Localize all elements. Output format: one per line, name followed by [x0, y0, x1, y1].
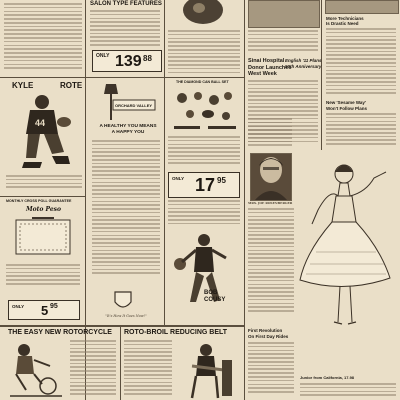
bob-line1: BOB	[204, 290, 218, 296]
lamp-sign-text: ORCHARD VALLEY	[115, 103, 153, 108]
first-rev-text	[248, 342, 294, 398]
diamond-price-cents: 95	[217, 176, 226, 185]
portrait-caption: MRS. JOE ROSENBERGER	[248, 201, 293, 205]
salon-heading: SALON TYPE FEATURES	[90, 1, 162, 7]
column-rule	[244, 0, 245, 400]
woman-portrait-photo	[250, 153, 292, 201]
hair-dryer-illustration	[172, 0, 234, 28]
sinai-line1: Sinai Hospital	[248, 58, 285, 64]
section-rule	[164, 77, 245, 78]
section-rule	[0, 196, 86, 197]
kyle-name-right: ROTE	[60, 81, 83, 90]
rotorcycle-text	[70, 340, 116, 398]
first-rev-line2: On First Day Rides	[248, 333, 289, 339]
football-player-illustration	[12, 92, 78, 172]
column-rule	[164, 0, 165, 325]
diamond-heading: THE DIAMOND CAN BALL SET	[176, 80, 229, 84]
bob-cousy-text	[168, 200, 240, 230]
lamp-post-illustration	[96, 80, 156, 120]
first-rev-line1: First Revolution	[248, 328, 283, 333]
bob-name	[204, 290, 225, 304]
picnic-price: 5	[41, 303, 49, 318]
english-line1: English '11 Plans	[285, 58, 322, 63]
section-rule	[0, 325, 245, 327]
seal-icon	[112, 290, 134, 312]
picnic-script: Moto Peso	[26, 206, 62, 213]
more-technicians-line2: Is Drastic Need	[326, 21, 359, 26]
salon-price-cents: 88	[143, 54, 152, 63]
column-rule	[120, 327, 121, 400]
news-text	[248, 30, 318, 54]
picnic-text	[6, 264, 80, 290]
diamond-price: 17	[195, 175, 216, 195]
picnic-chest-illustration	[10, 214, 76, 260]
english-heading	[285, 58, 322, 69]
happy-line2: A HAPPY YOU	[111, 130, 145, 135]
fashion-text	[300, 383, 396, 399]
diamond-text	[168, 136, 240, 168]
more-technicians-text	[326, 28, 396, 98]
picnic-price-box: ONLY 5 95	[8, 300, 80, 320]
picnic-heading: MONTHLY CROSS POLL GUARANTEE	[6, 199, 72, 203]
first-rev-heading	[248, 328, 288, 339]
roto-broil-text	[124, 340, 172, 398]
sesame-heading	[326, 100, 367, 111]
more-technicians-heading	[326, 16, 364, 26]
top-left-article-text	[4, 3, 82, 73]
jersey-number: 44	[35, 118, 46, 128]
portrait-article-text	[248, 208, 294, 318]
news-photo	[248, 0, 320, 28]
ball-set-illustration	[168, 86, 242, 134]
sinai-line3: West Week	[248, 71, 277, 77]
salon-price-box: ONLY 139 88	[92, 50, 162, 72]
column-rule	[321, 0, 322, 150]
sesame-line2: Won't Follow Plans	[326, 105, 367, 111]
bob-line2: COUSY	[204, 297, 226, 303]
happy-article-text	[92, 140, 160, 280]
more-technicians-line1: More Technicians	[326, 16, 364, 21]
fashion-dress-illustration	[296, 152, 398, 340]
sinai-line2: Donor Launches	[248, 64, 292, 71]
news-photo	[325, 0, 399, 14]
diamond-price-box: ONLY 17 95	[168, 172, 240, 198]
salon-price: 139	[115, 53, 142, 70]
english-line2: 50th Anniversary	[285, 63, 322, 69]
sesame-line1: New 'Sesame Way'	[326, 100, 366, 105]
rotorcycle-woman-illustration	[6, 340, 66, 400]
happy-heading	[96, 124, 160, 136]
salon-features-list	[90, 10, 160, 48]
quote-text: "It's How It Goes Now!"	[105, 314, 147, 318]
salon-ad-text	[168, 30, 240, 74]
picnic-price-cents: 95	[50, 303, 58, 310]
fashion-caption: Junior from California, 17.98	[300, 375, 355, 380]
sesame-text	[326, 113, 396, 149]
kyle-name-left: KYLE	[12, 81, 34, 90]
column-text	[248, 118, 292, 150]
rotorcycle-heading: THE EASY NEW ROTORCYCLE	[8, 329, 112, 336]
reducing-belt-illustration	[176, 340, 242, 400]
happy-line1: A HEALTHY YOU MEANS	[99, 124, 157, 129]
kyle-caption-text	[6, 175, 82, 193]
roto-broil-heading: ROTO-BROIL REDUCING BELT	[124, 329, 228, 336]
